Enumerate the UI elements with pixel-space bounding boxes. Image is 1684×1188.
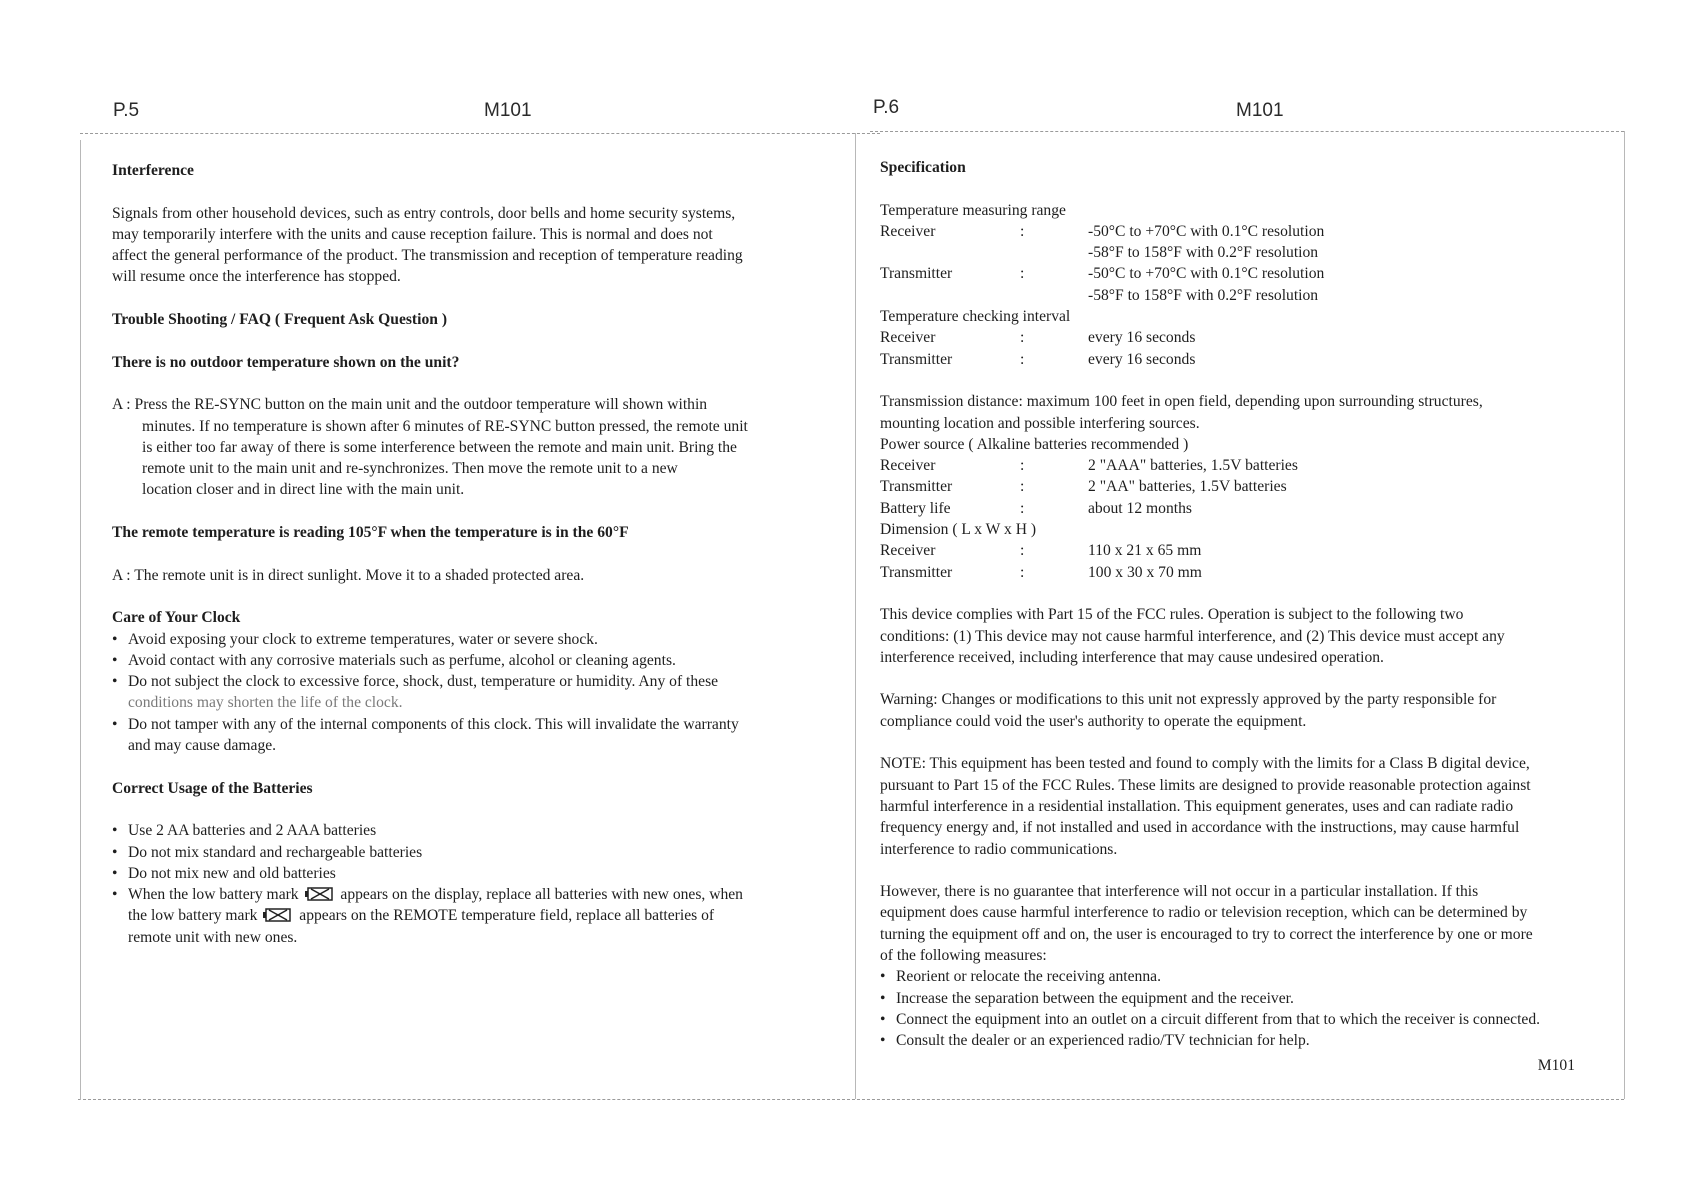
- right-page-column: [880, 157, 1615, 1077]
- temp-range-label: Temperature measuring range: [880, 201, 1066, 219]
- spec-row: [880, 285, 1324, 306]
- left-border: [80, 140, 81, 1100]
- spec-colon: :: [1020, 329, 1025, 347]
- fcc-line: conditions: (1) This device may not cause harmful interference, and (2) This device must accept any: [880, 627, 1505, 645]
- spec-colon: :: [1020, 542, 1025, 560]
- left-page-column: [112, 160, 842, 948]
- spec-label: Receiver: [880, 329, 936, 347]
- care-bullet-continuation: and may cause damage.: [128, 737, 277, 755]
- spec-label: Receiver: [880, 542, 936, 560]
- care-bullet: • Avoid exposing your clock to extreme temperatures, water or severe shock.: [112, 629, 842, 650]
- spec-value: every 16 seconds: [1088, 350, 1196, 368]
- spec-label: Battery life: [880, 499, 951, 517]
- spec-label: Transmitter: [880, 350, 953, 368]
- spec-row: [880, 349, 1195, 370]
- spec-colon: :: [1020, 457, 1025, 475]
- warning-line: Warning: Changes or modifications to this unit not expressly approved by the party responsible for: [880, 691, 1497, 709]
- faq-heading: Trouble Shooting / FAQ ( Frequent Ask Question ): [112, 311, 448, 329]
- faq-answer-1-line: location closer and in direct line with the main unit.: [142, 481, 465, 499]
- battery-bullet: • Do not mix standard and rechargeable batteries: [112, 842, 842, 863]
- interval-label: Temperature checking interval: [880, 308, 1071, 326]
- faq-question-2: The remote temperature is reading 105°F when the temperature is in the 60°F: [112, 524, 629, 542]
- power-label: Power source ( Alkaline batteries recommended ): [880, 435, 1189, 453]
- measure-bullet: • Consult the dealer or an experienced radio/TV technician for help.: [880, 1030, 1615, 1051]
- interference-line: Signals from other household devices, such as entry controls, door bells and home security systems,: [112, 204, 736, 222]
- care-bullet: • Do not subject the clock to excessive force, shock, dust, temperature or humidity. Any of these: [112, 671, 842, 692]
- low-battery-icon: [263, 908, 293, 922]
- low-battery-icon: [305, 887, 335, 901]
- spec-value: -58°F to 158°F with 0.2°F resolution: [1088, 286, 1319, 304]
- battery-bullet-continuation: [112, 905, 842, 926]
- faq-question-1: There is no outdoor temperature shown on the unit?: [112, 353, 460, 371]
- battery-bullet-continuation: remote unit with new ones.: [128, 928, 298, 946]
- power-table: [880, 455, 1298, 519]
- spec-colon: :: [1020, 563, 1025, 581]
- low-battery-text-a: When the low battery mark: [128, 886, 299, 904]
- however-line: However, there is no guarantee that interference will not occur in a particular installation. If this: [880, 883, 1479, 901]
- footer-model-label: M101: [1537, 1057, 1575, 1074]
- spec-colon: :: [1020, 222, 1025, 240]
- spec-colon: :: [1020, 265, 1025, 283]
- spec-row: [880, 476, 1298, 497]
- batteries-heading: Correct Usage of the Batteries: [112, 779, 313, 797]
- temp-range-table: [880, 221, 1324, 306]
- measure-bullet: • Connect the equipment into an outlet on a circuit different from that to which the receiver is connected.: [880, 1009, 1615, 1030]
- interference-line: will resume once the interference has stopped.: [112, 268, 401, 286]
- top-divider-right: [870, 131, 1624, 132]
- spec-label: Transmitter: [880, 478, 953, 496]
- care-heading: Care of Your Clock: [112, 609, 241, 627]
- spec-value: every 16 seconds: [1088, 329, 1196, 347]
- spec-colon: :: [1020, 499, 1025, 517]
- note-line: pursuant to Part 15 of the FCC Rules. These limits are designed to provide reasonable protection against: [880, 776, 1531, 794]
- spec-value: -58°F to 158°F with 0.2°F resolution: [1088, 244, 1319, 262]
- however-line: turning the equipment off and on, the user is encouraged to try to correct the interference by one or more: [880, 925, 1533, 943]
- spec-row: [880, 498, 1298, 519]
- distance-line: Transmission distance: maximum 100 feet in open field, depending upon surrounding structures,: [880, 393, 1483, 411]
- spec-row: [880, 263, 1324, 284]
- battery-bullet: • Do not mix new and old batteries: [112, 863, 842, 884]
- dimension-label: Dimension ( L x W x H ): [880, 521, 1037, 539]
- care-bullet: • Do not tamper with any of the internal components of this clock. This will invalidate the warranty: [112, 714, 842, 735]
- right-border: [1624, 131, 1625, 1099]
- spec-label: Transmitter: [880, 265, 953, 283]
- spec-row: [880, 327, 1195, 348]
- dimension-table: [880, 540, 1202, 583]
- low-battery-text-c: the low battery mark: [128, 907, 258, 925]
- faq-answer-1-line: A : Press the RE-SYNC button on the main unit and the outdoor temperature will shown within: [112, 396, 708, 414]
- warning-line: compliance could void the user's authority to operate the equipment.: [880, 712, 1307, 730]
- specification-heading: Specification: [880, 159, 966, 176]
- measure-bullet: • Reorient or relocate the receiving antenna.: [880, 966, 1615, 987]
- battery-bullet-low-mark: [112, 884, 842, 905]
- spec-value: 110 x 21 x 65 mm: [1088, 542, 1202, 560]
- spec-label: Receiver: [880, 222, 936, 240]
- center-fold: [855, 133, 856, 1099]
- interference-line: affect the general performance of the product. The transmission and reception of temperature reading: [112, 247, 743, 265]
- faq-answer-1-line: minutes. If no temperature is shown after 6 minutes of RE-SYNC button pressed, the remote unit: [142, 417, 748, 435]
- measure-bullet: • Increase the separation between the equipment and the receiver.: [880, 988, 1615, 1009]
- spec-label: Receiver: [880, 457, 936, 475]
- interval-table: [880, 327, 1195, 370]
- spec-value: 100 x 30 x 70 mm: [1088, 563, 1202, 581]
- distance-line: mounting location and possible interfering sources.: [880, 414, 1200, 432]
- interference-line: may temporarily interfere with the units and cause reception failure. This is normal and does not: [112, 225, 713, 243]
- spec-value: about 12 months: [1088, 499, 1192, 517]
- right-model-label: M101: [1236, 100, 1284, 121]
- left-page-number: P.5: [113, 100, 140, 121]
- note-line: interference to radio communications.: [880, 840, 1118, 858]
- however-line: of the following measures:: [880, 946, 1047, 964]
- faq-answer-2: A : The remote unit is in direct sunlight. Move it to a shaded protected area.: [112, 566, 585, 584]
- faq-answer-1-line: is either too far away of there is some interference between the remote and main unit. Bring the: [142, 438, 737, 456]
- spec-value: -50°C to +70°C with 0.1°C resolution: [1088, 265, 1325, 283]
- battery-bullet: • Use 2 AA batteries and 2 AAA batteries: [112, 820, 842, 841]
- spec-colon: :: [1020, 350, 1025, 368]
- spec-colon: :: [1020, 478, 1025, 496]
- interference-heading: Interference: [112, 162, 194, 179]
- fcc-line: interference received, including interference that may cause undesired operation.: [880, 648, 1384, 666]
- low-battery-text-b: appears on the display, replace all batteries with new ones, when: [340, 886, 743, 904]
- care-bullet-continuation: conditions may shorten the life of the clock.: [128, 694, 403, 712]
- note-line: harmful interference in a residential installation. This equipment generates, uses and can radiate radio: [880, 797, 1514, 815]
- note-line: NOTE: This equipment has been tested and found to comply with the limits for a Class B digital device,: [880, 755, 1530, 773]
- spec-row: [880, 221, 1324, 242]
- spec-label: Transmitter: [880, 563, 953, 581]
- care-bullet: • Avoid contact with any corrosive materials such as perfume, alcohol or cleaning agents.: [112, 650, 842, 671]
- spec-row: [880, 242, 1324, 263]
- spec-row: [880, 562, 1202, 583]
- spec-value: -50°C to +70°C with 0.1°C resolution: [1088, 222, 1325, 240]
- low-battery-text-d: appears on the REMOTE temperature field, replace all batteries of: [299, 907, 715, 925]
- however-line: equipment does cause harmful interference to radio or television reception, which can be determined by: [880, 904, 1528, 922]
- note-line: frequency energy and, if not installed and used in accordance with the instructions, may cause harmful: [880, 819, 1520, 837]
- top-divider-left: [80, 133, 880, 134]
- left-model-label: M101: [484, 100, 532, 121]
- bottom-divider: [78, 1099, 1624, 1100]
- spec-row: [880, 455, 1298, 476]
- fcc-line: This device complies with Part 15 of the FCC rules. Operation is subject to the following two: [880, 606, 1464, 624]
- spec-value: 2 "AAA" batteries, 1.5V batteries: [1088, 457, 1298, 475]
- spec-row: [880, 540, 1202, 561]
- right-page-number: P.6: [873, 97, 900, 118]
- spec-value: 2 "AA" batteries, 1.5V batteries: [1088, 478, 1287, 496]
- faq-answer-1-line: remote unit to the main unit and re-synchronizes. Then move the remote unit to a new: [142, 460, 678, 478]
